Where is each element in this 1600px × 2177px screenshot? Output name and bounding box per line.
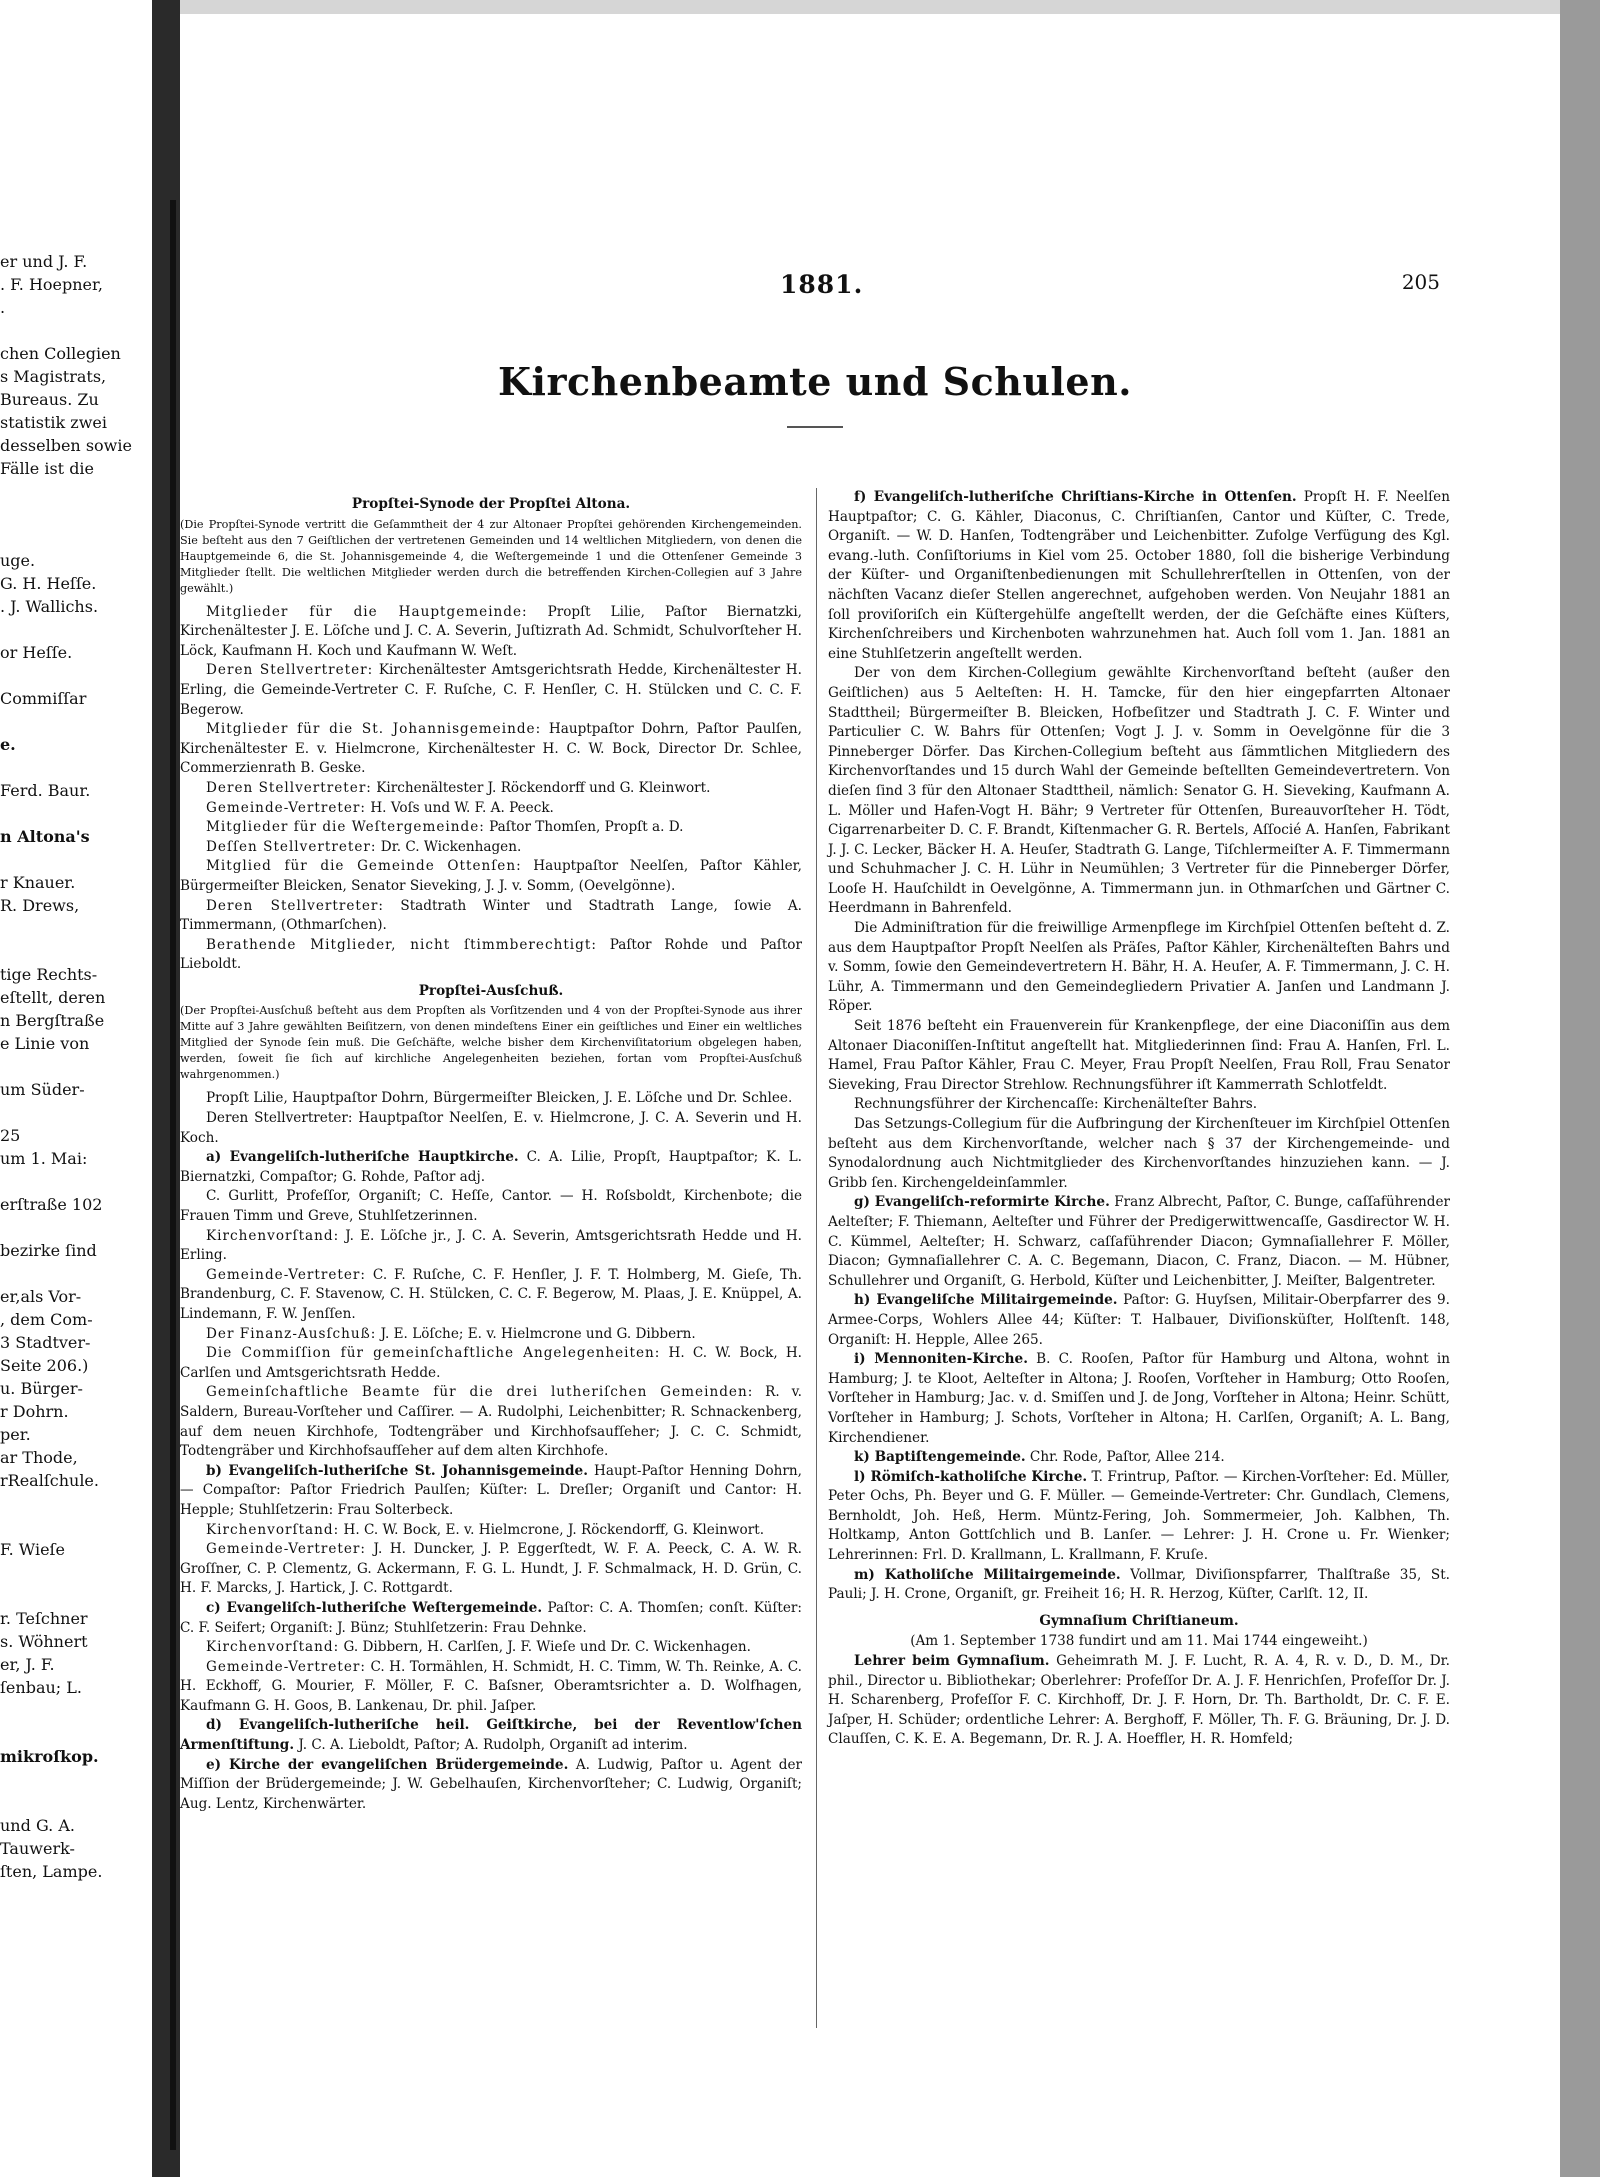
entry-paragraph [180, 818, 802, 838]
left-page-line: F. Wieſe [0, 1540, 65, 1559]
page-number: 205 [1401, 270, 1440, 294]
left-page-line [0, 802, 152, 825]
left-page-line: Seite 206.) [0, 1356, 89, 1375]
left-page-line [0, 618, 152, 641]
left-page-line [0, 940, 152, 963]
left-page-line: G. H. Heſſe. [0, 574, 97, 593]
section-heading: Propſtei-Synode der Propſtei Altona. [351, 496, 631, 512]
entry-paragraph [180, 1716, 802, 1755]
left-page-line [0, 1768, 152, 1791]
entry-paragraph [180, 1756, 802, 1815]
entry-text: Kirchenältester Amtsgerichtsrath Hedde, Kirchenältester H. Erling, die Gemeinde-Vertreter C. F. Ruſche, C. F. Henſler, C. H. Stülcken und C. C. F. Begerow. [180, 662, 802, 718]
left-page-line [0, 319, 152, 342]
entry-text: J. H. Duncker, J. P. Eggerſtedt, W. F. A. Peeck, C. A. W. R. Groſſner, C. P. Clementz, G. Ackermann, F. G. L. Hundt, J. F. Schmalmack, H. D. Grün, C. H. F. Marcks, J. Hartick, J. C. Rottgardt. [180, 1541, 802, 1597]
entry-label: Mitglieder für die St. Johannisgemeinde: [206, 721, 542, 738]
entry-label: d) Evangeliſch-lutheriſche heil. Geiſtkirche, bei der Reventlow'ſchen Armenſtiftung. [180, 1717, 802, 1754]
entry-label: Lehrer beim Gymnaſium. [854, 1653, 1050, 1670]
entry-text: Chr. Rode, Paſtor, Allee 214. [1025, 1449, 1225, 1466]
entry-paragraph [828, 1350, 1450, 1448]
entry-paragraph [828, 664, 1450, 919]
entry-paragraph [180, 1462, 802, 1521]
entry-label: i) Mennoniten-Kirche. [854, 1351, 1028, 1368]
entry-paragraph [180, 1089, 802, 1109]
entry-label: h) Evangeliſche Militairgemeinde. [854, 1292, 1118, 1309]
left-page-line: rRealſchule. [0, 1471, 99, 1490]
entry-text: Haupt-Paſtor Henning Dohrn, — Compaſtor: Paſtor Friedrich Paulſen; Küſter: L. Dreſler; Organiſt und Cantor: H. Hepple; Stuhlſetzerin: Frau Solterbeck. [180, 1462, 802, 1518]
founding-note: (Am 1. September 1738 fundirt und am 11. Mai 1744 eingeweiht.) [910, 1633, 1368, 1650]
entry-text: Der von dem Kirchen-Collegium gewählte Kirchenvorſtand beſteht (außer den Geiſtlichen) aus 5 Aelteſten: H. H. Tamcke, für den hier eingepfarrten Altonaer Stadttheil; Bürgermeiſter B. Bleicken, Hofbeſitzer und Stadtrath J. C. F. Winter und Particulier C. W. Bahrs für Ottenſen; Vogt J. J. v. Somm in Oevelgönne für die 3 Pinneberger Dörfer. Das Kirchen-Collegium beſteht aus ſämmtlichen Mitgliedern des Kirchenvorſtandes und 15 durch Wahl der Gemeinde beſtellten Gemeindevertretern. Von dieſen ſind 3 für den Altonaer Stadttheil, nämlich: Senator G. H. Sieveking, Kaufmann A. L. Möller und Hafen-Vogt H. Bähr; 9 Vertreter für Ottenſen, Bureauvorſteher H. Tödt, Cigarrenarbeiter D. C. F. Brandt, Kiſtenmacher G. R. Bertels, Aſſocié A. Hanſen, Fabrikant J. J. C. Lecker, Bäcker H. A. Heuſer, Stadtrath G. Lange, Tiſchlermeiſter A. F. Timmermann und Schuhmacher J. C. H. Lühr in Neumühlen; 3 Vertreter für die Pinneberger Dörfer, Looſe H. Hauſchildt in Oevelgönne, A. Timmermann jun. in Othmarſchen und Gärtner C. Heerdmann in Bahrenfeld. [828, 665, 1450, 917]
entry-paragraph [828, 1115, 1450, 1193]
entry-text: Franz Albrecht, Paſtor, C. Bunge, caſſaführender Aelteſter; F. Thiemann, Aelteſter und Führer der Predigerwittwencaſſe, Gasdirector W. H. C. Kümmel, Aelteſter; H. Schwarz, caſſaführender Diacon; Gymnaſiallehrer F. Möller, Diacon; Gymnaſiallehrer C. A. C. Begemann, Diacon, C. Franz, Diacon. — M. Hübner, Schullehrer und Organiſt, G. Herbold, Küſter und Leichenbitter, J. Meiſter, Balgentreter. [828, 1194, 1450, 1289]
entry-text: C. H. Tormählen, H. Schmidt, H. C. Timm, W. Th. Reinke, A. C. H. Eckhoff, G. Mourier, F. Möller, F. C. Baſsner, Oberamtsrichter a. D. Wolfhagen, Kaufmann G. H. Goos, B. Lankenau, Dr. phil. Jaſper. [180, 1658, 802, 1714]
entry-label: Der Finanz-Ausſchuß: [206, 1325, 377, 1342]
entry-paragraph [180, 720, 802, 779]
left-page-line [0, 1515, 152, 1538]
entry-label: Deren Stellvertreter: [206, 662, 374, 679]
left-page-line: Commiſſar [0, 689, 87, 708]
left-page-line [0, 1170, 152, 1193]
section-note: (Die Propſtei-Synode vertritt die Geſammtheit der 4 zur Altonaer Propſtei gehörenden Kirchengemeinden. Sie beſteht aus den 7 Geiſtlichen der vertretenen Gemeinden und 14 weltlichen Mitgliedern, von denen die Hauptgemeinde 6, die St. Johannisgemeinde 4, die Weſtergemeinde 1 und die Ottenſener Gemeinde 3 Mitglieder ſtellt. Die weltlichen Mitglieder werden durch die betreffenden Kirchen-Collegien auf 3 Jahre gewählt.) [180, 517, 802, 595]
entry-label: b) Evangeliſch-lutheriſche St. Johannisgemeinde. [206, 1462, 588, 1479]
left-page-line [0, 664, 152, 687]
left-page-line [0, 1055, 152, 1078]
entry-text: Vollmar, Diviſionspfarrer, Thalſtraße 35, St. Pauli; J. H. Crone, Organiſt, gr. Freiheit 16; H. R. Herzog, Küſter, Carlſt. 12, II. [828, 1566, 1450, 1603]
entry-paragraph [828, 919, 1450, 1017]
entry-label: Berathende Mitglieder, nicht ſtimmberechtigt: [206, 936, 597, 953]
left-page-line: ar Thode, [0, 1448, 78, 1467]
left-page-line: R. Drews, [0, 896, 80, 915]
left-page-line: . F. Hoepner, [0, 275, 103, 294]
entry-paragraph [828, 1017, 1450, 1095]
entry-paragraph [180, 661, 802, 720]
entry-text: Dr. C. Wickenhagen. [376, 838, 522, 855]
entry-paragraph [180, 603, 802, 662]
entry-label: Mitglied für die Gemeinde Ottenſen: [206, 858, 522, 875]
right-page-edge [1560, 0, 1600, 2177]
left-page-line [0, 848, 152, 871]
entry-paragraph [180, 1266, 802, 1325]
column-divider [816, 488, 817, 2028]
entry-text: Das Setzungs-Collegium für die Aufbringung der Kirchenſteuer im Kirchſpiel Ottenſen beſteht aus dem Kirchenvorſtande, welcher nach § 37 der Kirchengemeinde- und Synodalordnung auch Nichtmitglieder des Kirchenvorſtandes hinzuziehen kann. — J. Gribb ſen. Kirchengeldeinſammler. [828, 1116, 1450, 1191]
entry-text: G. Dibbern, H. Carlſen, J. F. Wieſe und Dr. C. Wickenhagen. [339, 1639, 751, 1656]
left-page-line: Fälle ist die [0, 459, 95, 478]
entry-label: Gemeinde-Vertreter: [206, 1266, 366, 1283]
entry-text: Hauptpaſtor Dohrn, Paſtor Paulſen, Kirchenältester E. v. Hielmcrone, Kirchenältester H. C. W. Bock, Director Dr. Schlee, Commerzienrath B. Geske. [180, 721, 802, 777]
entry-text: A. Ludwig, Paſtor u. Agent der Miſſion der Brüdergemeinde; J. W. Gebelhauſen, Kirchenvorſteher; C. Ludwig, Organiſt; Aug. Lentz, Kirchenwärter. [180, 1756, 802, 1812]
left-page-line [0, 1561, 152, 1584]
left-page-line: s. Wöhnert [0, 1632, 88, 1651]
left-page-line: ſten, Lampe. [0, 1862, 103, 1881]
entry-text: Geheimrath M. J. F. Lucht, R. A. 4, R. v. D., D. M., Dr. phil., Director u. Bibliothekar; Oberlehrer: Profeſſor Dr. A. J. F. Henrichſen, Profeſſor Dr. J. H. Scharenberg, Profeſſor F. C. Kirchhoff, Dr. J. F. Horn, Dr. Th. Bartholdt, Dr. C. F. E. Jaſper, H. Schüder; ordentliche Lehrer: A. Berghoff, F. Möller, Th. F. G. Bräuning, Dr. J. D. Clauſſen, C. K. E. A. Begemann, Dr. R. J. A. Hoeffler, H. R. Homfeld; [828, 1653, 1451, 1748]
entry-paragraph [828, 1448, 1450, 1468]
entry-label: a) Evangeliſch-lutheriſche Hauptkirche. [206, 1149, 519, 1166]
left-page-line: Bureaus. Zu [0, 390, 99, 409]
entry-text: J. E. Löſche jr., J. C. A. Severin, Amtsgerichtsrath Hedde und H. Erling. [180, 1227, 802, 1264]
entry-paragraph [180, 1638, 802, 1658]
left-page-line: er, J. F. [0, 1655, 55, 1674]
left-page-line: uge. [0, 551, 36, 570]
left-page-line [0, 1492, 152, 1515]
left-page-line: desselben sowie [0, 436, 132, 455]
section-heading: Propſtei-Ausſchuß. [418, 982, 564, 999]
left-page-line: bezirke ſind [0, 1241, 97, 1260]
entry-text: C. F. Ruſche, C. F. Henſler, J. F. T. Holmberg, M. Gieſe, Th. Brandenburg, C. F. Stavenow, C. H. Stülcken, C. C. F. Begerow, M. Plaas, J. E. Knüppel, A. Lindemann, F. W. Jenſſen. [180, 1266, 802, 1322]
entry-label: e) Kirche der evangeliſchen Brüdergemeinde. [206, 1756, 569, 1773]
page-year: 1881. [780, 270, 864, 299]
left-page-line: 25 [0, 1126, 21, 1145]
entry-text: Propſt Lilie, Hauptpaſtor Dohrn, Bürgermeiſter Bleicken, J. E. Löſche und Dr. Schlee. [206, 1090, 793, 1107]
left-page-line [0, 1101, 152, 1124]
entry-label: Gemeinſchaftliche Beamte für die drei lutheriſchen Gemeinden: [206, 1384, 754, 1401]
left-page-line: um 1. Mai: [0, 1149, 88, 1168]
entry-paragraph [180, 897, 802, 936]
entry-text: Hauptpaſtor Neelſen, Paſtor Kähler, Bürgermeiſter Bleicken, Senator Sieveking, J. J. v. Somm, (Oevelgönne). [180, 858, 802, 894]
entry-paragraph [180, 857, 802, 896]
entry-paragraph [180, 1383, 802, 1461]
entry-label: g) Evangeliſch-reformirte Kirche. [854, 1194, 1110, 1211]
left-page-line: er und J. F. [0, 252, 88, 271]
right-column [828, 488, 1450, 1750]
entry-text: B. C. Rooſen, Paſtor für Hamburg und Altona, wohnt in Hamburg; J. te Kloot, Aelteſter in Altona; J. Rooſen, Vorſteher in Hamburg; Otto Rooſen, Vorſteher in Hamburg; Jac. v. d. Smiſſen und J. de Jong, Vorſteher in Altona; Heinr. Schütt, Vorſteher in Hamburg; J. Schots, Vorſteher in Altona; H. Carlſen, Organiſt; A. L. Bang, Kirchendiener. [828, 1351, 1450, 1446]
entry-text: H. C. W. Bock, E. v. Hielmcrone, J. Röckendorff, G. Kleinwort. [339, 1521, 765, 1538]
left-page-line: . [0, 298, 6, 317]
entry-paragraph [180, 1148, 802, 1187]
entry-paragraph [828, 1468, 1450, 1566]
left-page-line: r. Teſchner [0, 1609, 88, 1628]
entry-text: Paſtor Thomſen, Propſt a. D. [484, 819, 684, 836]
entry-paragraph [828, 1652, 1450, 1750]
left-page-fragment [0, 250, 152, 2050]
left-page-line [0, 1722, 152, 1745]
left-page-line: Ferd. Baur. [0, 781, 91, 800]
left-page-line: r Dohrn. [0, 1402, 69, 1421]
entry-paragraph [180, 779, 802, 799]
left-page-line: , dem Com- [0, 1310, 93, 1329]
entry-paragraph [180, 1599, 802, 1638]
entry-text: Paſtor: C. A. Thomſen; conſt. Küſter: C. F. Seifert; Organiſt: J. Bünz; Stuhlſetzerin: Frau Dehnke. [180, 1599, 802, 1636]
left-page-line: um Süder- [0, 1080, 85, 1099]
entry-label: l) Römiſch-katholiſche Kirche. [854, 1468, 1088, 1485]
entry-text: C. Gurlitt, Profeſſor, Organiſt; C. Heſſe, Cantor. — H. Roſsboldt, Kirchenbote; die Frauen Timm und Greve, Stuhlſetzerinnen. [180, 1188, 802, 1225]
entry-paragraph [180, 1187, 802, 1226]
entry-text: T. Frintrup, Paſtor. — Kirchen-Vorſteher: Ed. Müller, Peter Ochs, Ph. Beyer und G. F. Müller. — Gemeinde-Vertreter: Chr. Gundlach, Clemens, Bernholdt, Joh. Heß, Herm. Müntz-Fering, Joh. Sommermeier, Joh. Kalbhen, Th. Holtkamp, Anton Gottſchlich und B. Lanſer. — Lehrer: J. H. Crone u. Fr. Wienker; Lehrerinnen: Frl. D. Krallmann, L. Krallmann, F. Kruſe. [828, 1468, 1450, 1564]
entry-text: H. C. W. Bock, H. Carlſen und Amtsgerichtsrath Hedde. [180, 1345, 802, 1381]
entry-label: Deren Stellvertreter: [206, 897, 384, 914]
title-rule [787, 426, 843, 428]
entry-paragraph [180, 936, 802, 975]
entry-text: Seit 1876 beſteht ein Frauenverein für Krankenpflege, der eine Diaconiſſin aus dem Altonaer Diaconiſſen-Inſtitut angeſtellt hat. Mitgliederinnen ſind: Frau A. Hanſen, Frl. L. Hamel, Frau Paſtor Kähler, Frau C. Meyer, Frau Propſt Neelſen, Frau Roll, Frau Senator Sieveking, Frau Director Strehlow. Rechnungsführer iſt Kammerrath Schlotfeldt. [828, 1018, 1450, 1093]
entry-text: Rechnungsführer der Kirchencaſſe: Kirchenälteſter Bahrs. [854, 1096, 1258, 1113]
entry-label: Die Commiſſion für gemeinſchaftliche Angelegenheiten: [206, 1345, 661, 1362]
entry-text: Deren Stellvertreter: Hauptpaſtor Neelſen, E. v. Hielmcrone, J. C. A. Severin und H. Koch. [180, 1110, 802, 1146]
left-page-line [0, 1699, 152, 1722]
left-page-line: mikroſkop. [0, 1747, 99, 1766]
left-page-line: s Magistrats, [0, 367, 107, 386]
left-page-line: chen Collegien [0, 344, 121, 363]
entry-label: Kirchenvorſtand: [206, 1639, 340, 1656]
left-column [180, 488, 802, 1814]
left-page-line [0, 1791, 152, 1814]
left-page-line: Tauwerk- [0, 1839, 75, 1858]
entry-text: Propſt H. F. Neelſen Hauptpaſtor; C. G. Kähler, Diaconus, C. Chriſtianſen, Cantor und Küſter, C. Trede, Organiſt. — W. D. Hanſen, Todtengräber und Leichenbitter. Zufolge Verfügung des Kgl. evang.-luth. Conſiſtoriums in Kiel vom 25. October 1880, ſoll die bisherige Verbindung der Küſter- und Organiſtenbedienungen mit Schullehrerſtellen in Ottenſen, von der nächſten Vacanz dieſer Stellen angerechnet, aufgehoben werden. Von Neujahr 1881 an ſoll proviſoriſch ein Küſtergehülfe angeſtellt werden, der die Geſchäfte eines Küſters, Kirchenſchreibers und Kirchenboten wahrzunehmen hat. Auch ſoll vom 1. Jan. 1881 an eine Stuhlſetzerin angeſtellt werden. [828, 489, 1450, 662]
left-page-line: und G. A. [0, 1816, 75, 1835]
entry-paragraph [180, 1658, 802, 1717]
entry-paragraph [180, 1325, 802, 1345]
entry-paragraph [180, 838, 802, 858]
page-header [180, 225, 1450, 299]
section-heading: Gymnaſium Chriſtianeum. [1039, 1612, 1239, 1629]
left-page-line: or Heſſe. [0, 643, 73, 662]
left-page-line: . J. Wallichs. [0, 597, 99, 616]
left-page-line: u. Bürger- [0, 1379, 83, 1398]
page-fold-edge [170, 200, 176, 2150]
entry-text: Paſtor: G. Huyſsen, Militair-Oberpfarrer des 9. Armee-Corps, Wohlers Allee 44; Küſter: T. Halbauer, Diviſionsküſter, Holſtenſt. 148, Organiſt: H. Hepple, Allee 265. [828, 1292, 1450, 1348]
left-page-line: ſenbau; L. [0, 1678, 82, 1697]
entry-text: J. E. Löſche; E. v. Hielmcrone und G. Dibbern. [376, 1325, 696, 1342]
page-title: Kirchenbeamte und Schulen. [498, 359, 1132, 404]
left-page-line: n Bergſtraße [0, 1011, 105, 1030]
left-page-line [0, 503, 152, 526]
left-page-line: statistik zwei [0, 413, 107, 432]
entry-paragraph [180, 1344, 802, 1383]
entry-label: f) Evangeliſch-lutheriſche Chriſtians-Kirche in Ottenſen. [854, 489, 1297, 505]
left-page-line: eſtellt, deren [0, 988, 106, 1007]
left-page-line: e Linie von [0, 1034, 90, 1053]
entry-label: Gemeinde-Vertreter: [206, 1541, 366, 1558]
entry-paragraph [828, 1566, 1450, 1605]
entry-label: Kirchenvorſtand: [206, 1227, 340, 1244]
entry-paragraph [180, 1227, 802, 1266]
section-note: (Der Propſtei-Ausſchuß beſteht aus dem Propſten als Vorſitzenden und 4 von der Propſtei-Synode aus ihrer Mitte auf 3 Jahre gewählten Beiſitzern, von denen mindeſtens Einer ein geiſtliches und Einer ein weltliches Mitglied der Synode ſein muß. Die Geſchäfte, welche bisher dem Kirchenviſitatorium obgelegen haben, werden, ſoweit ſie ſich auf kirchliche Angelegenheiten beziehen, fortan vom Propſtei-Ausſchuß wahrgenommen.) [180, 1004, 802, 1082]
left-page-line: r Knauer. [0, 873, 76, 892]
entry-text: Stadtrath Winter und Stadtrath Lange, ſowie A. Timmermann, (Othmarſchen). [180, 897, 802, 934]
entry-text: Paſtor Rohde und Paſtor Lieboldt. [180, 936, 802, 973]
left-page-line: e. [0, 735, 16, 754]
entry-paragraph [828, 1095, 1450, 1115]
entry-paragraph [180, 1521, 802, 1541]
entry-label: Mitglieder für die Weſtergemeinde: [206, 819, 485, 836]
left-page-line [0, 1216, 152, 1239]
entry-text: H. Voſs und W. F. A. Peeck. [366, 799, 554, 816]
left-page-line [0, 917, 152, 940]
left-page-line [0, 710, 152, 733]
top-scan-shadow [180, 0, 1560, 14]
entry-text: Kirchenältester J. Röckendorff und G. Kleinwort. [371, 779, 711, 796]
entry-text: J. C. A. Lieboldt, Paſtor; A. Rudolph, Organiſt ad interim. [294, 1737, 688, 1754]
left-page-line: er,als Vor- [0, 1287, 82, 1306]
entry-label: Deſſen Stellvertreter: [206, 838, 377, 855]
entry-label: k) Baptiſtengemeinde. [854, 1449, 1026, 1466]
left-page-line: erſtraße 102 [0, 1195, 103, 1214]
entry-paragraph [828, 488, 1450, 664]
left-page-line [0, 480, 152, 503]
entry-label: Gemeinde-Vertreter: [206, 1658, 366, 1675]
left-page-line: n Altona's [0, 827, 90, 846]
entry-paragraph [180, 799, 802, 819]
left-page-line: per. [0, 1425, 31, 1444]
right-page [180, 225, 1450, 428]
entry-label: Mitglieder für die Hauptgemeinde: [206, 603, 528, 620]
entry-label: Kirchenvorſtand: [206, 1521, 340, 1538]
entry-text: Die Adminiſtration für die freiwillige Armenpflege im Kirchſpiel Ottenſen beſteht d. Z. aus dem Hauptpaſtor Propſt Neelſen als Präſes, Paſtor Kähler, Kirchenälteſten Bahrs und v. Somm, ſowie den Gemeindevertretern H. Bähr, H. A. Heuſer, A. F. Timmermann, J. C. H. Lühr, A. Timmermann und den Gemeindegliedern Privatier A. Janſen und Landmann J. Röper. [828, 920, 1450, 1015]
entry-text: R. v. Saldern, Bureau-Vorſteher und Caſſirer. — A. Rudolphi, Leichenbitter; R. Schnackenberg, auf dem neuen Kirchhofe, Todtengräber und Kirchhofsaufſeher; J. C. C. Schmidt, Todtengräber und Kirchhofsaufſeher auf dem alten Kirchhofe. [180, 1384, 802, 1460]
entry-label: c) Evangeliſch-lutheriſche Weſtergemeinde. [206, 1599, 543, 1616]
entry-paragraph [828, 1193, 1450, 1291]
left-page-line [0, 1262, 152, 1285]
left-page-line [0, 756, 152, 779]
left-page-line: 3 Stadtver- [0, 1333, 91, 1352]
entry-paragraph [180, 1109, 802, 1148]
entry-paragraph [180, 1540, 802, 1599]
entry-text: Propſt Lilie, Paſtor Biernatzki, Kirchenältester J. E. Löſche und J. C. A. Severin, Juſtizrath Ad. Schmidt, Schulvorſteher H. Löck, Kaufmann H. Koch und Kaufmann W. Weſt. [180, 603, 802, 659]
left-page-line: tige Rechts- [0, 965, 98, 984]
entry-text: C. A. Lilie, Propſt, Hauptpaſtor; K. L. Biernatzki, Compaſtor; G. Rohde, Paſtor adj. [180, 1149, 802, 1185]
entry-label: Deren Stellvertreter: [206, 779, 372, 796]
left-page-line [0, 526, 152, 549]
entry-label: Gemeinde-Vertreter: [206, 799, 366, 816]
entry-paragraph [828, 1291, 1450, 1350]
left-page-line [0, 1584, 152, 1607]
entry-label: m) Katholiſche Militairgemeinde. [854, 1566, 1121, 1583]
